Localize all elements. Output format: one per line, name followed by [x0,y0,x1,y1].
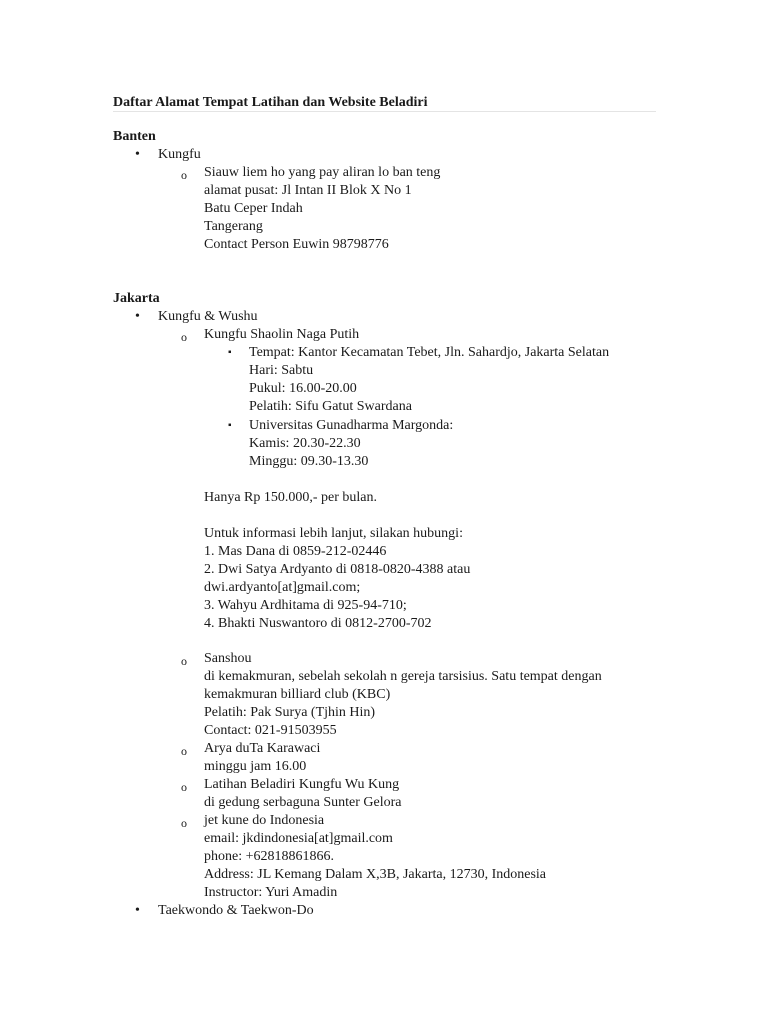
naga-putih-contact-2-email: dwi.ardyanto[at]gmail.com; [204,580,361,595]
siauw-city: Tangerang [204,219,263,234]
section-heading-banten: Banten [113,129,156,144]
naga-putih-contact-2: 2. Dwi Satya Ardyanto di 0818-0820-4388 atau [204,562,471,577]
sanshou-location-2: kemakmuran billiard club (KBC) [204,687,391,702]
naga-putih-harga: Hanya Rp 150.000,- per bulan. [204,490,378,505]
section-heading-jakarta: Jakarta [113,291,160,306]
bullet-circle-icon: o [181,330,187,344]
bullet-disc-icon: • [135,147,140,162]
bullet-circle-icon: o [181,168,187,182]
jkd-phone: phone: +62818861866. [204,849,334,864]
naga-putih-tempat: Tempat: Kantor Kecamatan Tebet, Jln. Sahardjo, Jakarta Selatan [249,345,610,360]
list-item-kungfu-wushu: Kungfu & Wushu [158,309,258,324]
bullet-circle-icon: o [181,780,187,794]
jkd-address: Address: JL Kemang Dalam X,3B, Jakarta, 12730, Indonesia [204,867,547,882]
sanshou-contact: Contact: 021-91503955 [204,723,337,738]
bullet-circle-icon: o [181,654,187,668]
siauw-address-2: Batu Ceper Indah [204,201,303,216]
bullet-circle-icon: o [181,816,187,830]
jkd-instructor: Instructor: Yuri Amadin [204,885,338,900]
naga-putih-contact-3: 3. Wahyu Ardhitama di 925-94-710; [204,598,407,613]
list-item-arya: Arya duTa Karawaci [204,741,321,756]
siauw-address: alamat pusat: Jl Intan II Blok X No 1 [204,183,412,198]
naga-putih-contact-4: 4. Bhakti Nuswantoro di 0812-2700-702 [204,616,432,631]
arya-time: minggu jam 16.00 [204,759,307,774]
title-divider [113,111,656,112]
naga-putih-pukul: Pukul: 16.00-20.00 [249,381,357,396]
naga-putih-hari: Hari: Sabtu [249,363,314,378]
list-item-wukung: Latihan Beladiri Kungfu Wu Kung [204,777,400,792]
list-item-kungfu: Kungfu [158,147,201,162]
naga-putih-minggu: Minggu: 09.30-13.30 [249,454,369,469]
list-item-sanshou: Sanshou [204,651,252,666]
list-item-jkd: jet kune do Indonesia [204,813,325,828]
sanshou-pelatih: Pelatih: Pak Surya (Tjhin Hin) [204,705,376,720]
bullet-circle-icon: o [181,744,187,758]
sanshou-location: di kemakmuran, sebelah sekolah n gereja tarsisius. Satu tempat dengan [204,669,602,684]
bullet-disc-icon: • [135,309,140,324]
naga-putih-kamis: Kamis: 20.30-22.30 [249,436,361,451]
document-title: Daftar Alamat Tempat Latihan dan Website Beladiri [113,95,428,110]
wukung-place: di gedung serbaguna Sunter Gelora [204,795,402,810]
list-item-naga-putih: Kungfu Shaolin Naga Putih [204,327,360,342]
jkd-email: email: jkdindonesia[at]gmail.com [204,831,393,846]
naga-putih-pelatih: Pelatih: Sifu Gatut Swardana [249,399,412,414]
naga-putih-univ: Universitas Gunadharma Margonda: [249,418,454,433]
naga-putih-contact-1: 1. Mas Dana di 0859-212-02446 [204,544,387,559]
siauw-contact: Contact Person Euwin 98798776 [204,237,389,252]
bullet-square-icon: ▪ [228,420,232,431]
bullet-disc-icon: • [135,903,140,918]
list-item-taekwondo: Taekwondo & Taekwon-Do [158,903,314,918]
bullet-square-icon: ▪ [228,347,232,358]
list-item-siauw: Siauw liem ho yang pay aliran lo ban teng [204,165,441,180]
naga-putih-info: Untuk informasi lebih lanjut, silakan hubungi: [204,526,463,541]
